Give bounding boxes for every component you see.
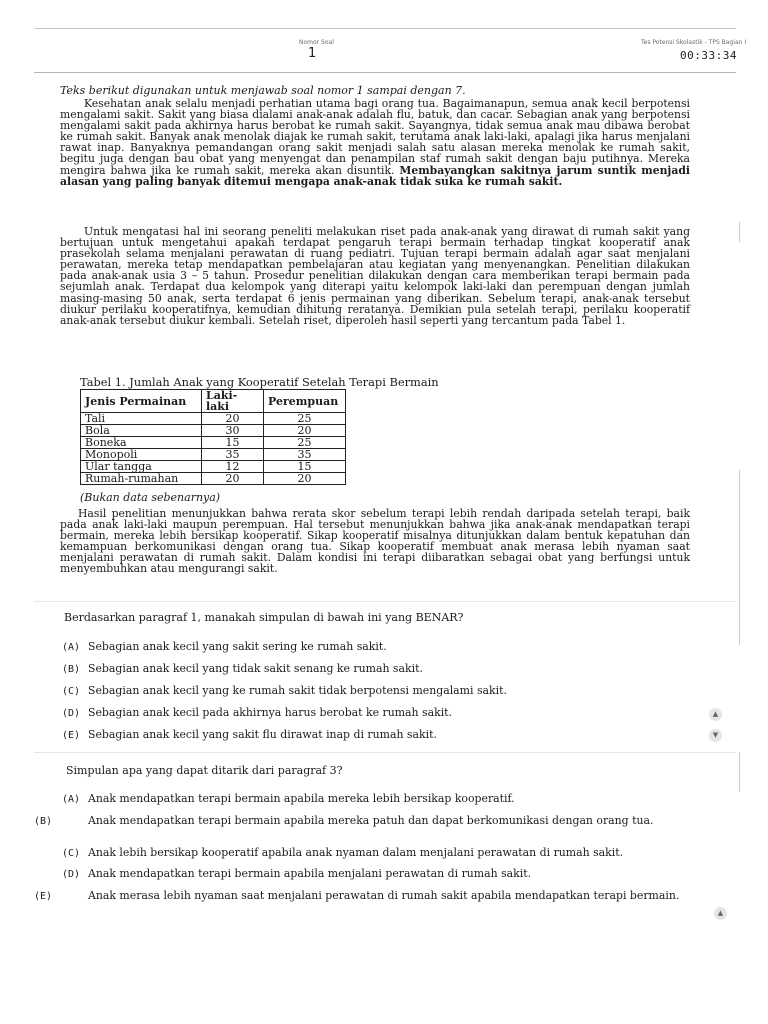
option-letter: (A): [62, 794, 81, 805]
passage-paragraph-2: Untuk mengatasi hal ini seorang peneliti melakukan riset pada anak-anak yang dirawat di rumah sakit yang bertujuan untuk mengetahui apakah terdapat pengaruh terapi bermain terhadap tingkat kooperatif anak prasekolah selama menjalani perawatan di ruang pediatri. Tujuan terapi bermain adalah agar saat menjalani perawatan, mereka tetap mendapatkan pembelajaran atau kegiatan yang menyenangkan. Penelitian dilakukan pada anak-anak usia 3 – 5 tahun. Prosedur penelitian dilakukan dengan cara memberikan terapi bermain pada sejumlah anak. Terdapat dua kelompok yang diterapi yaitu kelompok laki-laki dan perempuan dengan jumlah masing-masing 50 anak, serta terdapat 6 jenis permainan yang diberikan. Sebelum terapi, anak-anak tersebut diukur perilaku kooperatifnya, kemudian dihitung reratanya. Demikian pula setelah terapi, perilaku kooperatif anak-anak tersebut diukur kembali. Setelah riset, diperoleh hasil seperti yang tercantum pada Tabel 1.: [60, 225, 690, 327]
table-cell: 25: [264, 437, 346, 449]
table-cell: 15: [202, 437, 264, 449]
option-text: Anak merasa lebih nyaman saat menjalani perawatan di rumah sakit apabila mendapatkan terapi bermain.: [88, 889, 680, 902]
q2-option-d[interactable]: [62, 868, 682, 881]
option-letter: (E): [34, 891, 53, 902]
option-letter: (D): [62, 708, 81, 719]
option-letter: (E): [62, 730, 81, 741]
table-row: [81, 473, 346, 485]
option-text: Anak mendapatkan terapi bermain apabila mereka lebih bersikap kooperatif.: [88, 792, 515, 805]
results-table: [80, 389, 346, 485]
table-caption: Tabel 1. Jumlah Anak yang Kooperatif Setelah Terapi Bermain: [80, 375, 439, 389]
option-text: Sebagian anak kecil yang sakit flu dirawat inap di rumah sakit.: [88, 728, 437, 741]
option-letter: (B): [34, 816, 53, 827]
option-letter: (B): [62, 664, 81, 675]
chevron-up-icon[interactable]: ▲: [714, 907, 727, 920]
table-cell: Bola: [81, 425, 202, 437]
option-text: Sebagian anak kecil yang sakit sering ke rumah sakit.: [88, 640, 387, 653]
table-cell: Tali: [81, 413, 202, 425]
table-row: [81, 449, 346, 461]
table-cell: 35: [264, 449, 346, 461]
table-cell: Ular tangga: [81, 461, 202, 473]
scrollbar-track-mark: [733, 752, 740, 792]
q2-option-b[interactable]: [34, 814, 710, 828]
column-header: Perempuan: [264, 390, 346, 413]
table-cell: 20: [202, 413, 264, 425]
option-text: Anak mendapatkan terapi bermain apabila mereka patuh dan dapat berkomunikasi dengan orang tua.: [88, 814, 654, 827]
passage-intro: Teks berikut digunakan untuk menjawab soal nomor 1 sampai dengan 7.: [60, 84, 466, 97]
column-header: Jenis Permainan: [81, 390, 202, 413]
question-1-text: Berdasarkan paragraf 1, manakah simpulan di bawah ini yang BENAR?: [64, 611, 464, 624]
table-row: [81, 461, 346, 473]
q1-option-d[interactable]: [62, 707, 452, 720]
exam-name: Tes Potensi Skolastik - TPS Bagian I: [641, 39, 747, 46]
table-cell: 25: [264, 413, 346, 425]
table-cell: 20: [202, 473, 264, 485]
question-number-label: Nomor Soal: [299, 39, 334, 46]
table-cell: 30: [202, 425, 264, 437]
table-cell: 20: [264, 425, 346, 437]
chevron-down-icon[interactable]: ▼: [709, 729, 722, 742]
table-cell: Monopoli: [81, 449, 202, 461]
q1-option-b[interactable]: [62, 663, 423, 676]
option-letter: (A): [62, 642, 81, 653]
table-cell: 35: [202, 449, 264, 461]
option-letter: (D): [62, 869, 81, 880]
q2-option-e[interactable]: [34, 889, 710, 903]
countdown-timer: 00:33:34: [680, 49, 737, 62]
table-row: [81, 425, 346, 437]
question-number: 1: [308, 46, 317, 61]
table-cell: Rumah-rumahan: [81, 473, 202, 485]
table-note: (Bukan data sebenarnya): [80, 491, 221, 504]
q2-option-a[interactable]: [62, 793, 682, 806]
column-header: Laki-laki: [202, 390, 264, 413]
option-text: Sebagian anak kecil pada akhirnya harus berobat ke rumah sakit.: [88, 706, 453, 719]
table-cell: 12: [202, 461, 264, 473]
passage-paragraph-3: Hasil penelitian menunjukkan bahwa rerata skor sebelum terapi lebih rendah daripada setelah terapi, baik pada anak laki-laki maupun perempuan. Hal tersebut menunjukkan bahwa jika anak-anak mendapatkan terapi bermain, mereka lebih bersikap kooperatif. Sikap kooperatif misalnya ditunjukkan dalam bentuk kepatuhan dan kemampuan berkomunikasi dengan orang tua. Sikap kooperatif membuat anak merasa lebih nyaman saat menjalani perawatan di rumah sakit. Dalam kondisi ini terapi diibaratkan sebagai obat yang berfungsi untuk menyembuhkan atau mengurangi sakit.: [60, 507, 690, 576]
table-header-row: [81, 390, 346, 413]
option-text: Sebagian anak kecil yang tidak sakit senang ke rumah sakit.: [88, 662, 423, 675]
header-divider: [34, 72, 736, 73]
table-cell: 20: [264, 473, 346, 485]
paragraph-1-bold: Membayangkan sakitnya jarum suntik menjadi alasan yang paling banyak ditemui mengapa anak-anak tidak suka ke rumah sakit.: [60, 163, 690, 188]
option-letter: (C): [62, 686, 81, 697]
table-row: [81, 437, 346, 449]
table-cell: 15: [264, 461, 346, 473]
table-row: [81, 413, 346, 425]
section-divider: [34, 752, 736, 753]
q1-option-c[interactable]: [62, 685, 507, 698]
q2-option-c[interactable]: [62, 847, 682, 860]
option-letter: (C): [62, 848, 81, 859]
q1-option-a[interactable]: [62, 641, 387, 654]
scrollbar-track[interactable]: [733, 470, 740, 645]
paragraph-1-text: Kesehatan anak selalu menjadi perhatian utama bagi orang tua. Bagaimanapun, semua anak kecil berpotensi mengalami sakit. Sakit yang biasa dialami anak-anak adalah flu, batuk, dan cacar. Sebagian anak yang berpotensi mengalami sakit pada akhirnya harus berobat ke rumah sakit. Sayangnya, tidak semua anak mau dibawa berobat ke rumah sakit. Banyak anak menolak diajak ke rumah sakit, terutama anak laki-laki, apalagi jika harus menjalani rawat inap. Banyaknya pemandangan orang sakit menjadi salah satu alasan mereka menolak ke rumah sakit, begitu juga dengan bau obat yang menyengat dan penampilan staf rumah sakit dengan baju putihnya. Mereka mengira bahwa jika ke rumah sakit, mereka akan disuntik.: [60, 97, 690, 177]
q1-option-e[interactable]: [62, 729, 437, 742]
passage-paragraph-1: [60, 98, 690, 187]
table-cell: Boneka: [81, 437, 202, 449]
scrollbar-track-mark: [733, 222, 740, 242]
question-2-text: Simpulan apa yang dapat ditarik dari paragraf 3?: [66, 764, 343, 777]
option-text: Anak lebih bersikap kooperatif apabila anak nyaman dalam menjalani perawatan di rumah sakit.: [88, 846, 624, 859]
option-text: Sebagian anak kecil yang ke rumah sakit tidak berpotensi mengalami sakit.: [88, 684, 507, 697]
chevron-up-icon[interactable]: ▲: [709, 708, 722, 721]
option-text: Anak mendapatkan terapi bermain apabila menjalani perawatan di rumah sakit.: [88, 867, 532, 880]
section-divider: [34, 601, 736, 602]
top-divider: [34, 28, 736, 29]
